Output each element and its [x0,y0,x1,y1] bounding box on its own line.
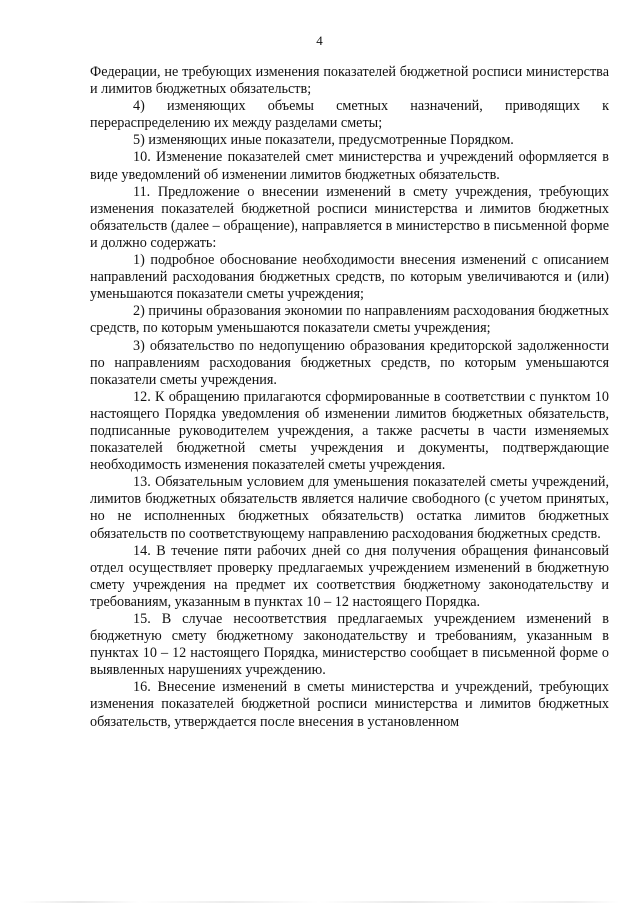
scan-artifact-line [20,901,619,903]
document-text [90,64,609,731]
paragraph-continuation: Федерации, не требующих изменения показателей бюджетной росписи министерства и лимитов бюджетных обязательств; [90,64,609,98]
clause-11-item-1: 1) подробное обоснование необходимости внесения изменений с описанием направлений расходования бюджетных средств, по которым увеличиваются и (или) уменьшаются показатели сметы учреждения; [90,252,609,303]
clause-15: 15. В случае несоответствия предлагаемых учреждением изменений в бюджетную смету бюджетному законодательству и требованиям, указанным в пунктах 10 – 12 настоящего Порядка, министерство сообщает в письменной форме о выявленных нарушениях учреждению. [90,611,609,679]
clause-14: 14. В течение пяти рабочих дней со дня получения обращения финансовый отдел осуществляет проверку предлагаемых учреждением изменений в бюджетную смету учреждения на предмет их соответствия бюджетному законодательству и требованиям, указанным в пунктах 10 – 12 настоящего Порядка. [90,542,609,610]
clause-16: 16. Внесение изменений в сметы министерства и учреждений, требующих изменения показателей бюджетной росписи министерства и лимитов бюджетных обязательств, утверждается после внесения в установленном [90,679,609,730]
clause-11: 11. Предложение о внесении изменений в смету учреждения, требующих изменения показателей бюджетной росписи министерства и лимитов бюджетных обязательств (далее – обращение), направляется в министерство в письменной форме и должно содержать: [90,183,609,251]
clause-11-item-2: 2) причины образования экономии по направлениям расходования бюджетных средств, по которым уменьшаются показатели сметы учреждения; [90,303,609,337]
clause-11-item-3: 3) обязательство по недопущению образования кредиторской задолженности по направлениям расходования бюджетных средств, по которым уменьшаются показатели сметы учреждения. [90,337,609,388]
clause-12: 12. К обращению прилагаются сформированные в соответствии с пунктом 10 настоящего Порядка уведомления об изменении лимитов бюджетных обязательств, подписанные руководителем учреждения, а также расчеты в части изменяемых показателей бюджетной сметы учреждения и документы, подтверждающие необходимость изменения показателей сметы учреждения. [90,388,609,474]
list-item-5: 5) изменяющих иные показатели, предусмотренные Порядком. [133,132,514,149]
page-number: 4 [316,33,323,48]
clause-10: 10. Изменение показателей смет министерства и учреждений оформляется в виде уведомлений об изменении лимитов бюджетных обязательств. [90,149,609,183]
clause-13: 13. Обязательным условием для уменьшения показателей сметы учреждений, лимитов бюджетных обязательств является наличие свободного (с учетом принятых, но не исполненных бюджетных обязательств) остатка лимитов бюджетных обязательств по соответствующему направлению расходования бюджетных средств. [90,474,609,542]
list-item-4: 4) изменяющих объемы сметных назначений, приводящих к перераспределению их между разделами сметы; [90,98,609,132]
